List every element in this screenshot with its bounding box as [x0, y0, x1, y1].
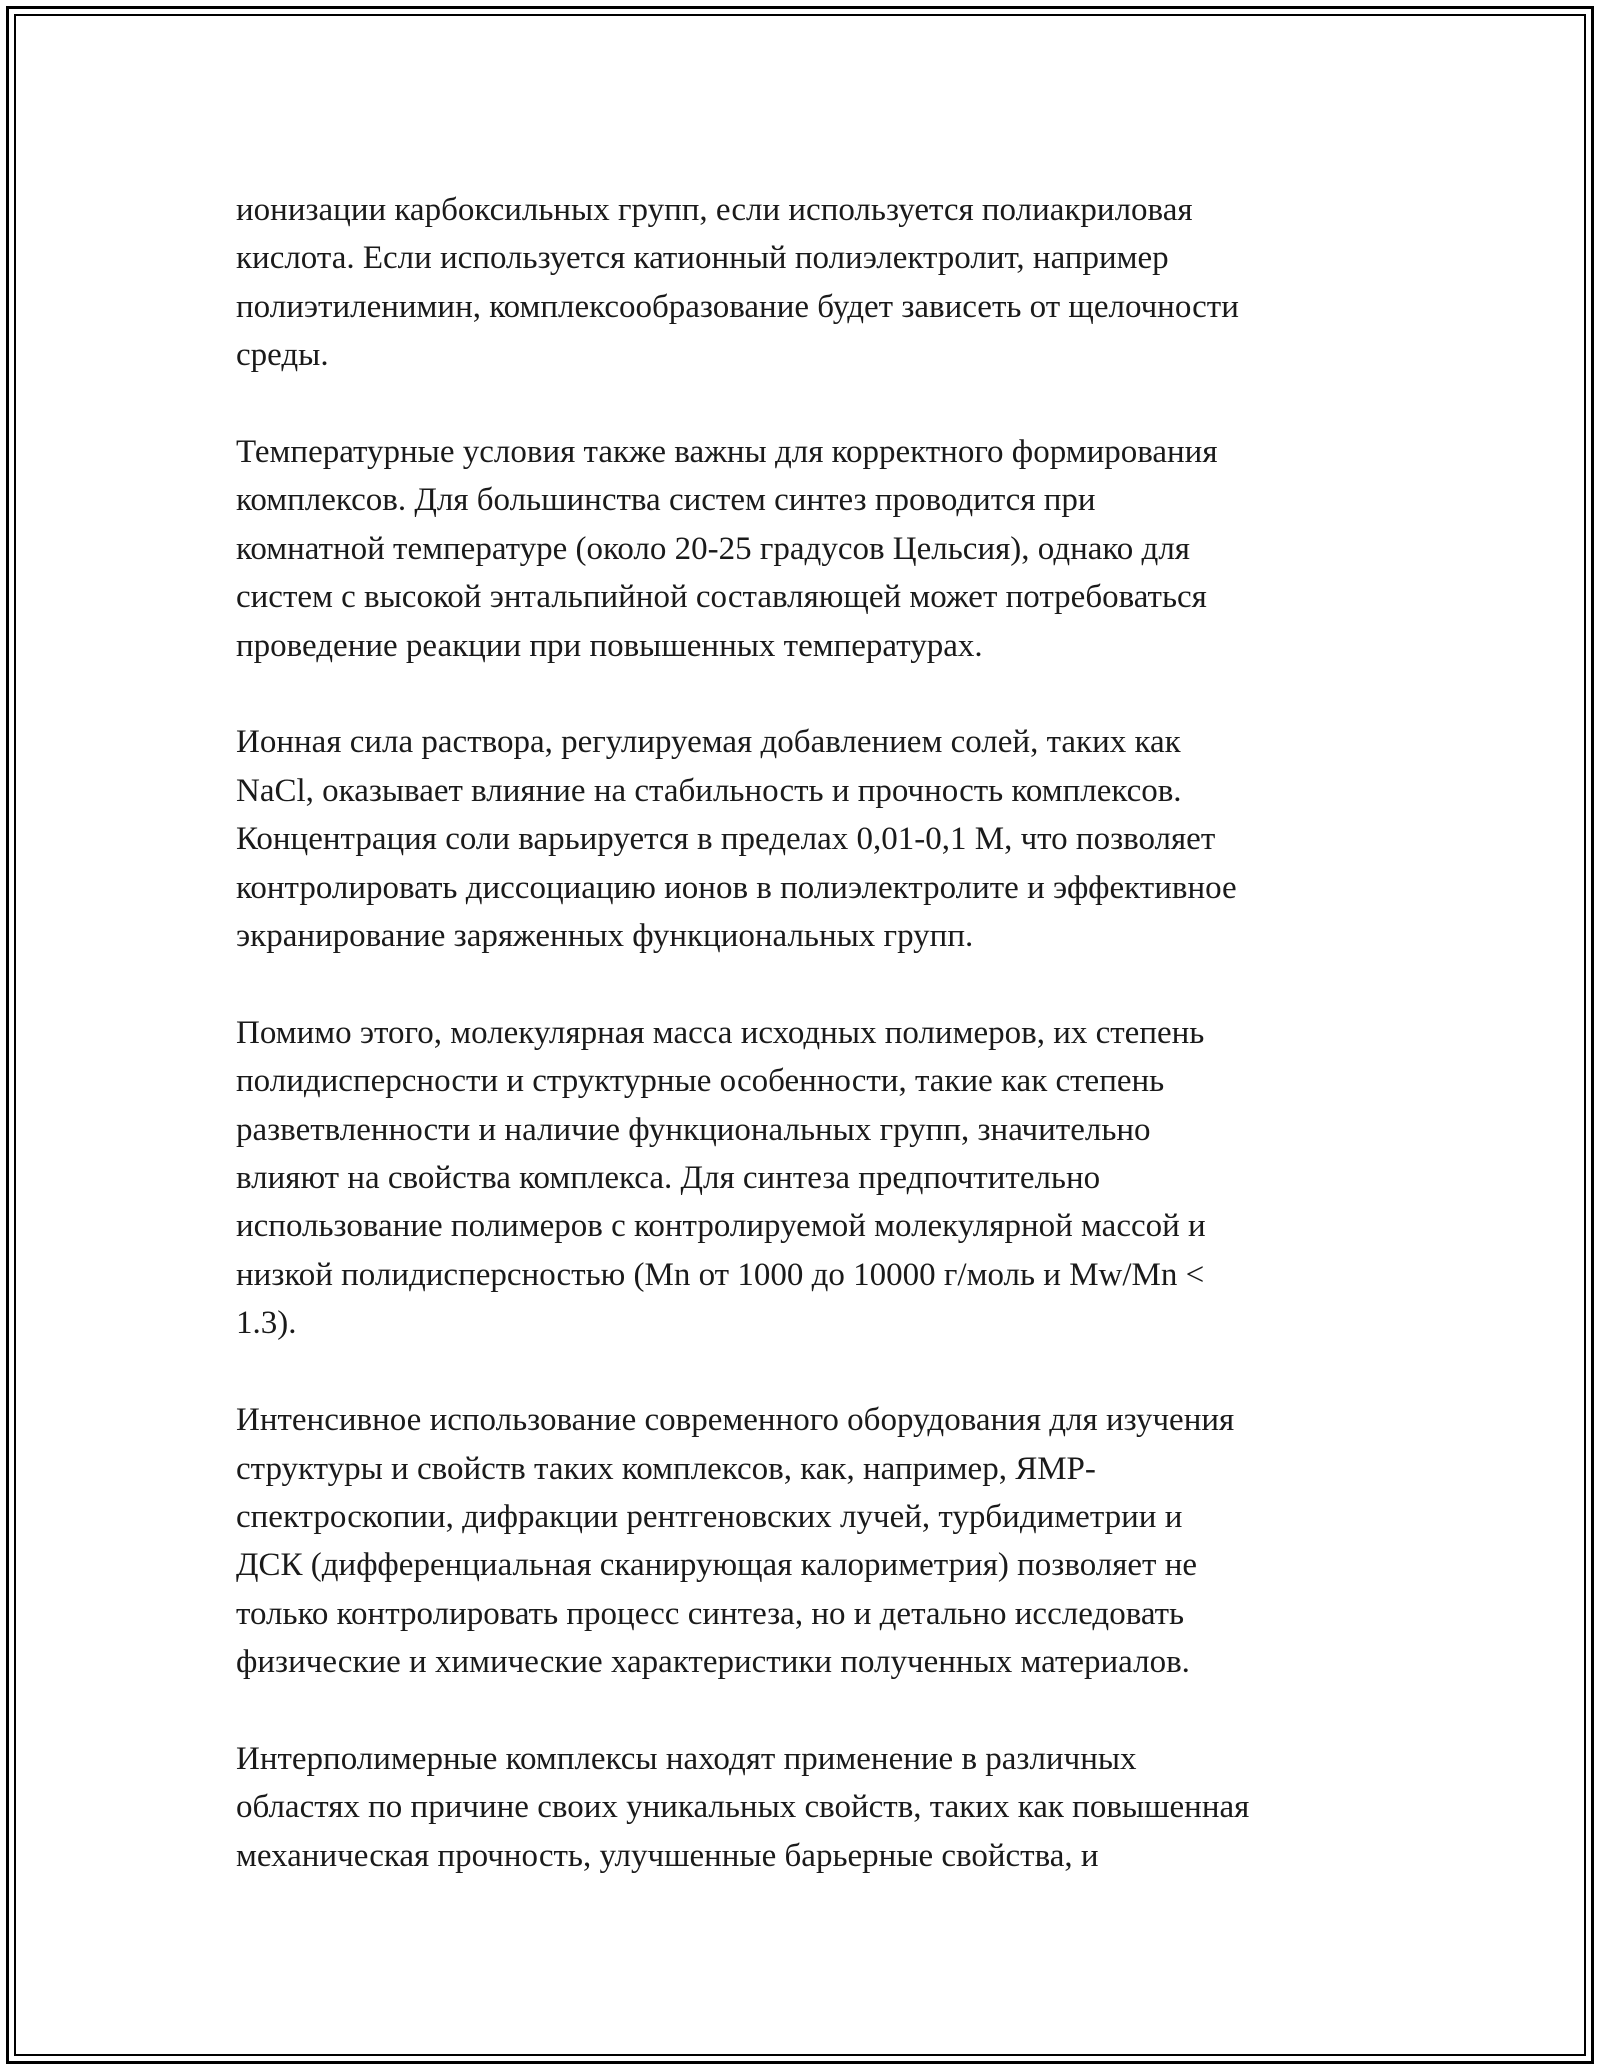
text-line: экранирование заряженных функциональных групп.	[236, 918, 974, 955]
text-line: Ионная сила раствора, регулируемая добавлением солей, таких как	[236, 724, 1181, 761]
text-line: комплексов. Для большинства систем синтез проводится при	[236, 482, 1096, 519]
text-line: спектроскопии, дифракции рентгеновских лучей, турбидиметрии и	[236, 1498, 1183, 1535]
text-line: разветвленности и наличие функциональных групп, значительно	[236, 1111, 1151, 1148]
text-line: областях по причине своих уникальных свойств, таких как повышенная	[236, 1789, 1250, 1826]
text-line: физические и химические характеристики полученных материалов.	[236, 1644, 1190, 1681]
text-line: систем с высокой энтальпийной составляющей может потребоваться	[236, 579, 1207, 616]
text-line: ионизации карбоксильных групп, если используется полиакриловая	[236, 192, 1193, 228]
text-line: Интенсивное использование современного оборудования для изучения	[236, 1402, 1235, 1439]
paragraph-molecular-mass	[236, 1009, 1376, 1348]
text-line: полидисперсности и структурные особенности, такие как степень	[236, 1063, 1165, 1100]
text-line: ДСК (дифференциальная сканирующая калориметрия) позволяет не	[236, 1547, 1198, 1584]
text-line: только контролировать процесс синтеза, но и детально исследовать	[236, 1595, 1185, 1632]
text-line: Концентрация соли варьируется в пределах 0,01-0,1 М, что позволяет	[236, 821, 1216, 858]
text-line: использование полимеров с контролируемой молекулярной массой и	[236, 1208, 1206, 1245]
text-line: полиэтиленимин, комплексообразование будет зависеть от щелочности	[236, 288, 1239, 325]
paragraph-temperature	[236, 428, 1376, 670]
text-line: 1.3).	[236, 1305, 297, 1342]
text-line: Интерполимерные комплексы находят применение в различных	[236, 1740, 1137, 1777]
text-line: среды.	[236, 337, 329, 374]
paragraph-ionic-strength	[236, 718, 1376, 960]
text-line: контролировать диссоциацию ионов в полиэлектролите и эффективное	[236, 869, 1237, 906]
text-line: кислота. Если используется катионный полиэлектролит, например	[236, 240, 1169, 277]
text-line: влияют на свойства комплекса. Для синтеза предпочтительно	[236, 1160, 1101, 1197]
text-line: Температурные условия также важны для корректного формирования	[236, 434, 1218, 471]
text-line: механическая прочность, улучшенные барьерные свойства, и	[236, 1837, 1099, 1874]
paragraph-applications	[236, 1735, 1376, 1880]
text-line: структуры и свойств таких комплексов, как, например, ЯМР-	[236, 1450, 1096, 1487]
document-body	[236, 186, 1376, 1880]
text-line: низкой полидисперсностью (Mn от 1000 до 10000 г/моль и Mw/Mn <	[236, 1256, 1205, 1293]
paragraph-ionization	[236, 186, 1376, 380]
text-line: NaCl, оказывает влияние на стабильность и прочность комплексов.	[236, 772, 1182, 809]
text-line: проведение реакции при повышенных температурах.	[236, 627, 983, 664]
text-line: комнатной температуре (около 20-25 градусов Цельсия), однако для	[236, 530, 1190, 567]
text-line: Помимо этого, молекулярная масса исходных полимеров, их степень	[236, 1014, 1205, 1051]
paragraph-equipment	[236, 1396, 1376, 1686]
